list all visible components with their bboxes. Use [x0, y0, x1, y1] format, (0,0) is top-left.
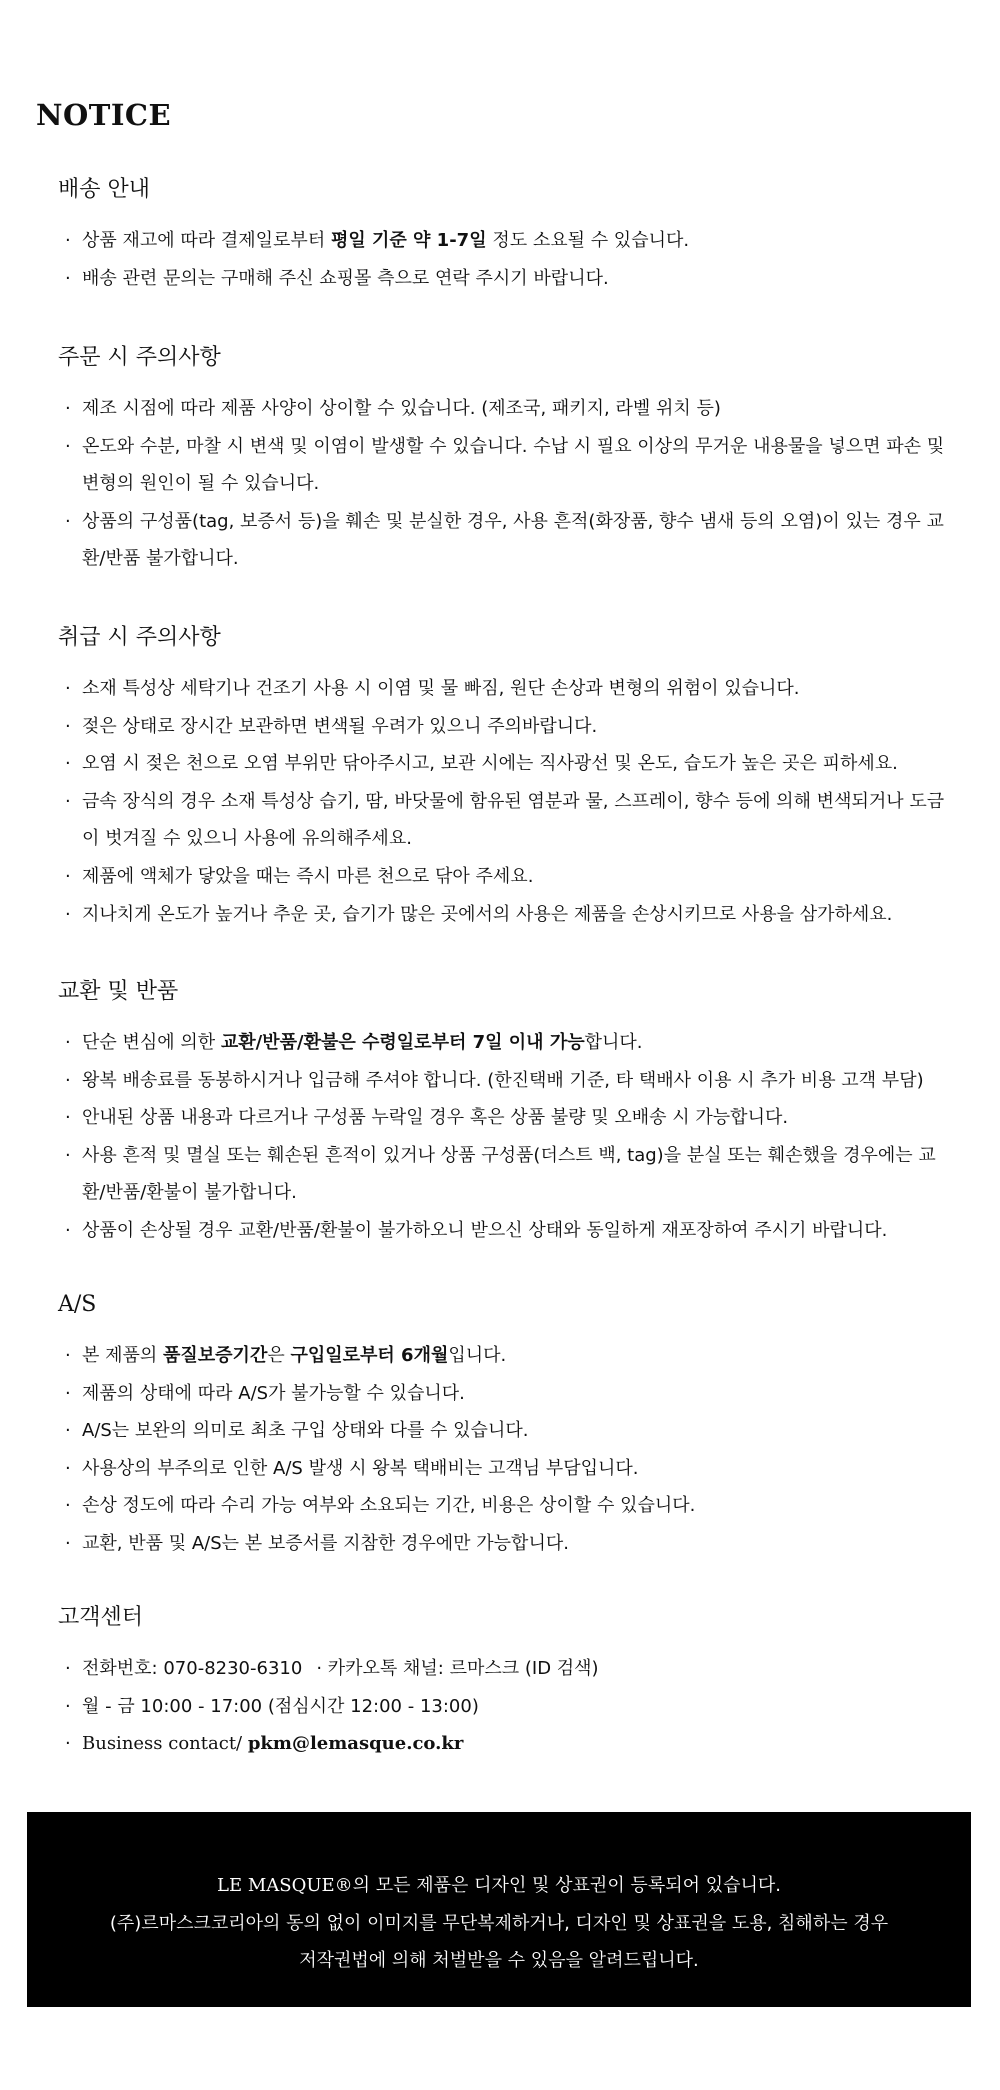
- exchange-section: [58, 974, 958, 1250]
- shipping-section: [58, 172, 958, 297]
- as-list: [58, 1337, 958, 1563]
- list-item: · 온도와 수분, 마찰 시 변색 및 이염이 발생할 수 있습니다. 수납 시 필요 이상의 무거운 내용물을 넣으면 파손 및 변형의 원인이 될 수 있습니다.: [58, 428, 958, 503]
- list-item: · 사용 흔적 및 멸실 또는 훼손된 흔적이 있거나 상품 구성품(더스트 백, tag)을 분실 또는 훼손했을 경우에는 교환/반품/환불이 불가합니다.: [58, 1137, 958, 1212]
- list-item: · A/S는 보완의 의미로 최초 구입 상태와 다를 수 있습니다.: [58, 1412, 958, 1450]
- exchange-list: [58, 1024, 958, 1250]
- footer-line-3: 저작권법에 의해 처벌받을 수 있음을 알려드립니다.: [299, 1950, 699, 1971]
- handling-list: [58, 670, 958, 933]
- kakao-channel: · 카카오톡 채널: 르마스크 (ID 검색): [316, 1658, 599, 1679]
- shipping-title: 배송 안내: [58, 177, 151, 202]
- list-item: · 금속 장식의 경우 소재 특성상 습기, 땀, 바닷물에 함유된 염분과 물, 스프레이, 향수 등에 의해 변색되거나 도금이 벗겨질 수 있으니 사용에 유의해주세요.: [58, 783, 958, 858]
- as-section: [58, 1287, 958, 1563]
- contact-phone-item: [58, 1650, 958, 1688]
- list-item: · 본 제품의 품질보증기간은 구입일로부터 6개월입니다.: [58, 1337, 958, 1375]
- handling-section: [58, 620, 958, 933]
- customer-center-section: [58, 1600, 958, 1763]
- exchange-title: 교환 및 반품: [58, 979, 179, 1004]
- list-item: · 상품의 구성품(tag, 보증서 등)을 훼손 및 분실한 경우, 사용 흔적(화장품, 향수 냄새 등의 오염)이 있는 경우 교환/반품 불가합니다.: [58, 503, 958, 578]
- order-list: [58, 390, 958, 578]
- list-item: · 상품 재고에 따라 결제일로부터 평일 기준 약 1-7일 정도 소요될 수 있습니다.: [58, 222, 958, 260]
- order-title: 주문 시 주의사항: [58, 345, 221, 370]
- phone-number: 전화번호: 070-8230-6310: [82, 1658, 303, 1679]
- list-item: · 오염 시 젖은 천으로 오염 부위만 닦아주시고, 보관 시에는 직사광선 및 온도, 습도가 높은 곳은 피하세요.: [58, 745, 958, 783]
- list-item: · 제조 시점에 따라 제품 사양이 상이할 수 있습니다. (제조국, 패키지, 라벨 위치 등): [58, 390, 958, 428]
- business-contact-item: · Business contact/ pkm@lemasque.co.kr: [58, 1725, 958, 1763]
- list-item: · 왕복 배송료를 동봉하시거나 입금해 주셔야 합니다. (한진택배 기준, 타 택배사 이용 시 추가 비용 고객 부담): [58, 1062, 958, 1100]
- list-item: · 젖은 상태로 장시간 보관하면 변색될 우려가 있으니 주의바랍니다.: [58, 708, 958, 746]
- page-title: NOTICE: [36, 98, 172, 132]
- footer-line-1: LE MASQUE®의 모든 제품은 디자인 및 상표권이 등록되어 있습니다.: [217, 1875, 781, 1896]
- list-item: · 지나치게 온도가 높거나 추운 곳, 습기가 많은 곳에서의 사용은 제품을 손상시키므로 사용을 삼가하세요.: [58, 896, 958, 934]
- list-item: · 사용상의 부주의로 인한 A/S 발생 시 왕복 택배비는 고객님 부담입니다.: [58, 1450, 958, 1488]
- list-item: · 상품이 손상될 경우 교환/반품/환불이 불가하오니 받으신 상태와 동일하게 재포장하여 주시기 바랍니다.: [58, 1212, 958, 1250]
- list-item: · 소재 특성상 세탁기나 건조기 사용 시 이염 및 물 빠짐, 원단 손상과 변형의 위험이 있습니다.: [58, 670, 958, 708]
- shipping-list: [58, 222, 958, 297]
- list-item: · 안내된 상품 내용과 다르거나 구성품 누락일 경우 혹은 상품 불량 및 오배송 시 가능합니다.: [58, 1099, 958, 1137]
- list-item: · 배송 관련 문의는 구매해 주신 쇼핑몰 측으로 연락 주시기 바랍니다.: [58, 260, 958, 298]
- list-item: · 교환, 반품 및 A/S는 본 보증서를 지참한 경우에만 가능합니다.: [58, 1525, 958, 1563]
- list-item: · 손상 정도에 따라 수리 가능 여부와 소요되는 기간, 비용은 상이할 수 있습니다.: [58, 1487, 958, 1525]
- list-item: · 제품에 액체가 닿았을 때는 즉시 마른 천으로 닦아 주세요.: [58, 858, 958, 896]
- copyright-footer: [27, 1812, 971, 2007]
- list-item: · 제품의 상태에 따라 A/S가 불가능할 수 있습니다.: [58, 1375, 958, 1413]
- list-item: · 단순 변심에 의한 교환/반품/환불은 수령일로부터 7일 이내 가능합니다.: [58, 1024, 958, 1062]
- handling-title: 취급 시 주의사항: [58, 625, 221, 650]
- brand-name: LE MASQUE®: [217, 1875, 353, 1896]
- order-section: [58, 340, 958, 578]
- footer-line-2: (주)르마스크코리아의 동의 없이 이미지를 무단복제하거나, 디자인 및 상표권을 도용, 침해하는 경우: [109, 1912, 889, 1934]
- email-link[interactable]: pkm@lemasque.co.kr: [247, 1733, 464, 1755]
- as-title: A/S: [58, 1292, 97, 1317]
- customer-center-title: 고객센터: [58, 1605, 144, 1630]
- customer-center-list: [58, 1650, 958, 1763]
- business-hours: · 월 - 금 10:00 - 17:00 (점심시간 12:00 - 13:00): [58, 1688, 958, 1726]
